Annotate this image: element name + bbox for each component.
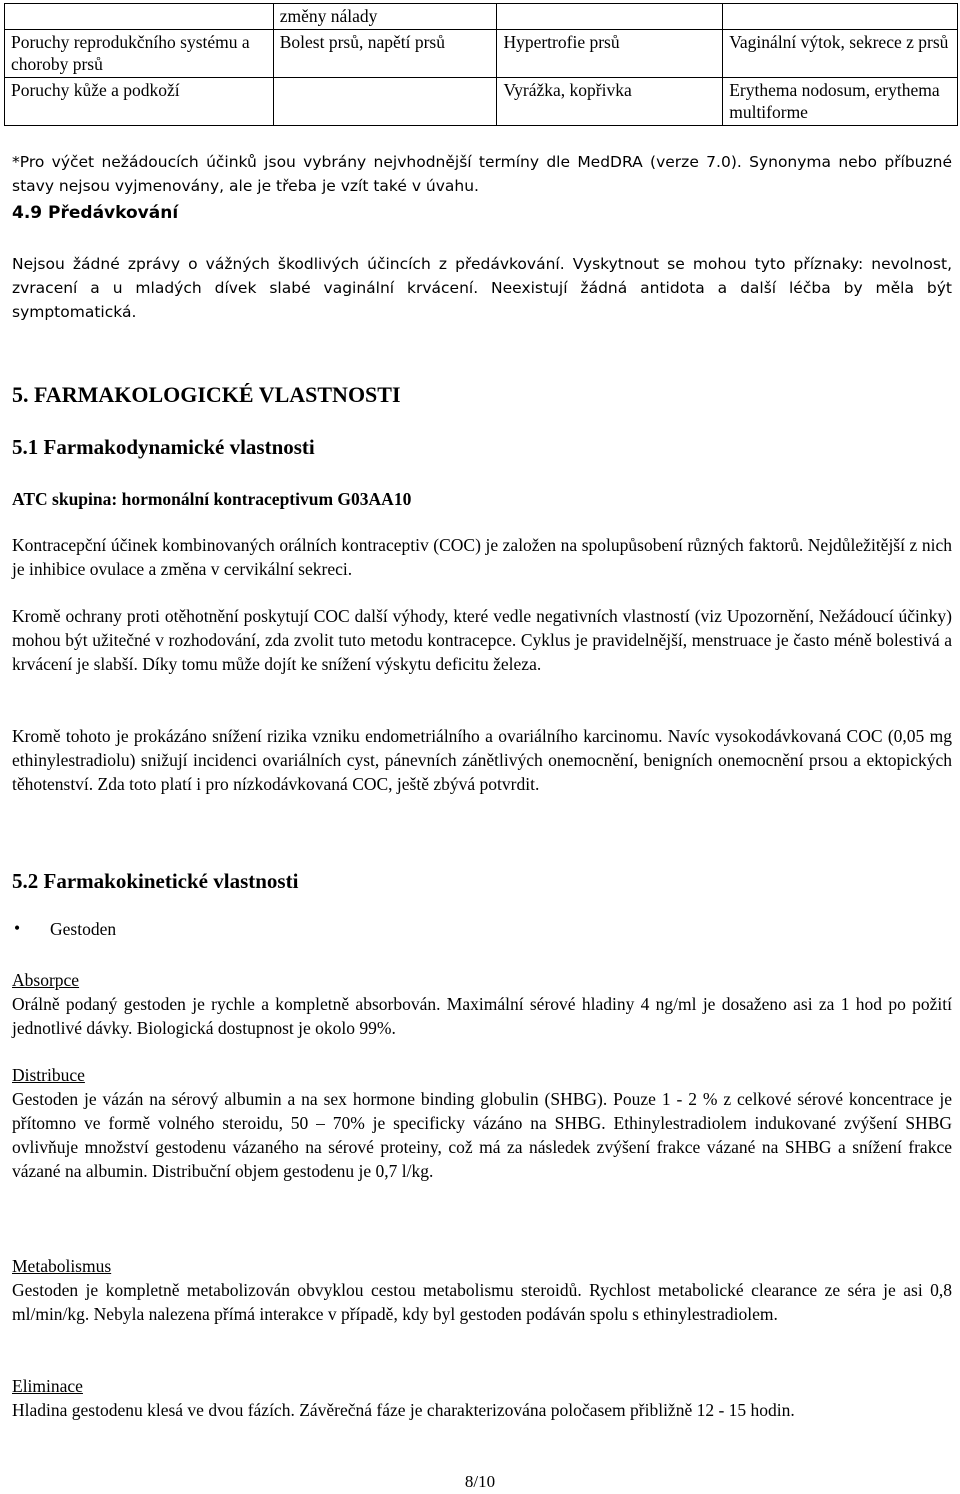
table-cell: změny nálady bbox=[273, 4, 497, 30]
paragraph: Gestoden je vázán na sérový albumin a na sex hormone binding globulin (SHBG). Pouze 1 - 2 % z celkové sérové koncentrace je přítomno ve formě volného steroidu, 50 – 70% je specificky vázáno na SHBG. Ethinylestradiolem indukované zvýšení SHBG ovlivňuje množství gestodenu vázaného na sérové proteiny, což má za následek zvýšení frakce vázané na SHBG a snížení frakce vázané na albumin. Distribuční objem gestodenu je 0,7 l/kg. bbox=[12, 1089, 952, 1181]
table-cell: Hypertrofie prsů bbox=[497, 30, 723, 78]
table-row bbox=[5, 30, 958, 78]
subsection-label: Absorpce bbox=[12, 970, 80, 990]
table-cell: Bolest prsů, napětí prsů bbox=[273, 30, 497, 78]
section-4-9-paragraph: Nejsou žádné zprávy o vážných škodlivých účincích z předávkování. Vyskytnout se mohou tyto příznaky: nevolnost, zvracení a u mladých dívek slabé vaginální krvácení. Neexistují žádná antidota a další léčba by měla být symptomatická. bbox=[12, 255, 952, 321]
paragraph: Hladina gestodenu klesá ve dvou fázích. Závěrečná fáze je charakterizována poločasem přibližně 12 - 15 hodin. bbox=[12, 1400, 795, 1420]
table-cell: Erythema nodosum, erythema multiforme bbox=[723, 78, 958, 126]
table-cell: Vyrážka, kopřivka bbox=[497, 78, 723, 126]
subsection-label: Distribuce bbox=[12, 1065, 85, 1085]
bullet-item: Gestoden bbox=[50, 919, 117, 939]
subsection-label: Metabolismus bbox=[12, 1256, 112, 1276]
table-cell: Poruchy reprodukčního systému a choroby prsů bbox=[5, 30, 274, 78]
section-4-9-heading: 4.9 Předávkování bbox=[12, 203, 179, 223]
table-cell bbox=[723, 4, 958, 30]
table-cell bbox=[497, 4, 723, 30]
section-5-2-heading: 5.2 Farmakokinetické vlastnosti bbox=[12, 869, 299, 893]
section-5-1-heading: 5.1 Farmakodynamické vlastnosti bbox=[12, 435, 315, 459]
atc-group: ATC skupina: hormonální kontraceptivum G03AA10 bbox=[12, 489, 412, 509]
paragraph: Kontracepční účinek kombinovaných orálních kontraceptiv (COC) je založen na spolupůsobení různých faktorů. Nejdůležitější z nich je inhibice ovulace a změna v cervikální sekreci. bbox=[12, 535, 952, 579]
table-row bbox=[5, 4, 958, 30]
table-cell: Vaginální výtok, sekrece z prsů bbox=[723, 30, 958, 78]
section-5-heading: 5. FARMAKOLOGICKÉ VLASTNOSTI bbox=[12, 382, 401, 407]
adverse-effects-table bbox=[4, 3, 958, 126]
paragraph: Gestoden je kompletně metabolizován obvyklou cestou metabolismu steroidů. Rychlost metabolické clearance ze séra je asi 0,8 ml/min/kg. Nebyla nalezena přímá interakce v případě, kdy byl gestoden podáván spolu s ethinylestradiolem. bbox=[12, 1280, 952, 1324]
subsection-label: Eliminace bbox=[12, 1376, 83, 1396]
paragraph: Kromě tohoto je prokázáno snížení rizika vzniku endometriálního a ovariálního karcinomu. Navíc vysokodávkovaná COC (0,05 mg ethinylestradiolu) snižují incidenci ovariálních cyst, pánevních zánětlivých onemocnění, benigních onemocnění prsou a ektopických těhotenství. Zda toto platí i pro nízkodávkovaná COC, ještě zbývá potvrdit. bbox=[12, 726, 952, 794]
footnote: *Pro výčet nežádoucích účinků jsou vybrány nejvhodnější termíny dle MedDRA (verze 7.0). Synonyma nebo příbuzné stavy nejsou vyjmenovány, ale je třeba je vzít také v úvahu. bbox=[12, 153, 952, 195]
table-cell: Poruchy kůže a podkoží bbox=[5, 78, 274, 126]
paragraph: Orálně podaný gestoden je rychle a kompletně absorbován. Maximální sérové hladiny 4 ng/ml je dosaženo asi za 1 hod po požití jednotlivé dávky. Biologická dostupnost je okolo 99%. bbox=[12, 994, 952, 1038]
table-row bbox=[5, 78, 958, 126]
table-cell bbox=[273, 78, 497, 126]
bullet-icon: • bbox=[14, 918, 21, 938]
paragraph: Kromě ochrany proti otěhotnění poskytují COC další výhody, které vedle negativních vlastností (viz Upozornění, Nežádoucí účinky) mohou být užitečné v rozhodování, zda zvolit tuto metodu kontracepce. Cyklus je pravidelnější, menstruace je často méně bolestivá a krvácení je slabší. Díky tomu může dojít ke snížení výskytu deficitu železa. bbox=[12, 606, 952, 674]
page-number: 8/10 bbox=[464, 1472, 496, 1491]
table-cell bbox=[5, 4, 274, 30]
